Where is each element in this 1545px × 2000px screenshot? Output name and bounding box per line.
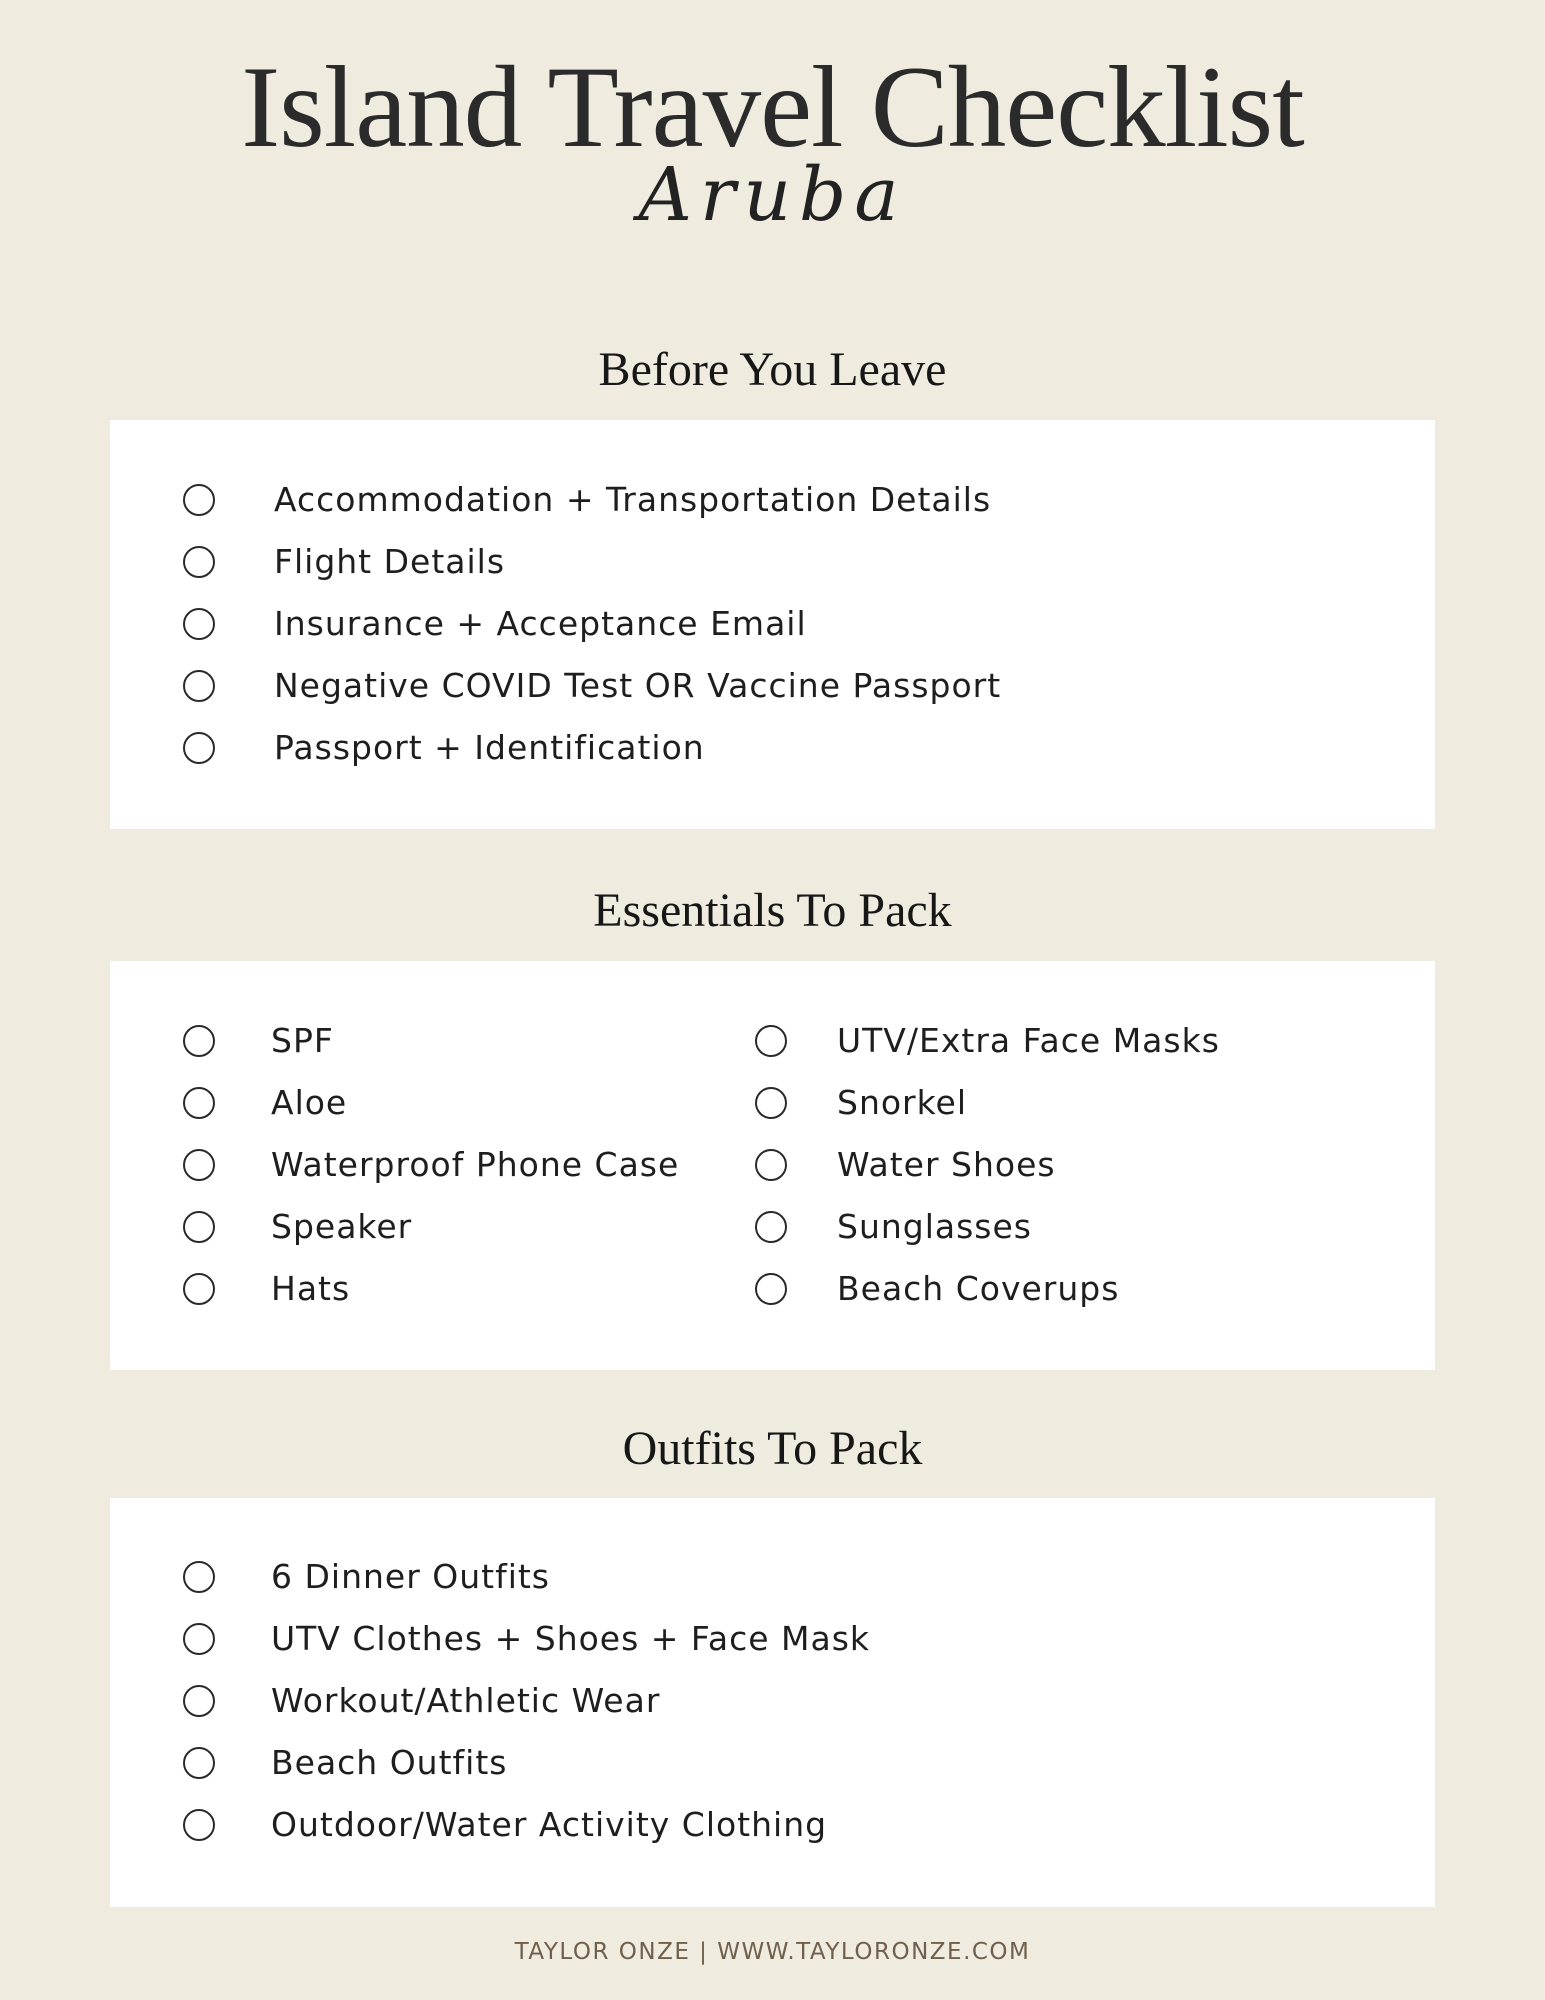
- checkbox-circle-icon[interactable]: [183, 732, 215, 764]
- checklist-item-water-shoes[interactable]: [755, 1134, 1056, 1196]
- checklist-item-utv-face-masks[interactable]: [755, 1010, 1220, 1072]
- checklist-item-flight-details[interactable]: [183, 531, 505, 593]
- checklist-item-spf[interactable]: [183, 1010, 334, 1072]
- checklist-item-label: Beach Coverups: [837, 1269, 1120, 1308]
- checkbox-circle-icon[interactable]: [755, 1025, 787, 1057]
- before-you-leave-heading: Before You Leave: [598, 343, 947, 396]
- checkbox-circle-icon[interactable]: [755, 1149, 787, 1181]
- checkbox-circle-icon[interactable]: [183, 1087, 215, 1119]
- essentials-to-pack-heading: Essentials To Pack: [593, 884, 952, 937]
- checkbox-circle-icon[interactable]: [183, 484, 215, 516]
- checkbox-circle-icon[interactable]: [183, 1623, 215, 1655]
- checklist-item-aloe[interactable]: [183, 1072, 347, 1134]
- footer-credit: TAYLOR ONZE | WWW.TAYLORONZE.COM: [514, 1939, 1031, 1965]
- checklist-item-speaker[interactable]: [183, 1196, 412, 1258]
- checklist-item-label: Aloe: [271, 1083, 348, 1122]
- checklist-item-beach-coverups[interactable]: [755, 1258, 1119, 1320]
- checkbox-circle-icon[interactable]: [755, 1087, 787, 1119]
- checkbox-circle-icon[interactable]: [183, 1747, 215, 1779]
- checklist-item-label: UTV Clothes + Shoes + Face Mask: [271, 1619, 871, 1658]
- checklist-item-covid-test[interactable]: [183, 655, 1001, 717]
- checklist-item-label: SPF: [271, 1021, 334, 1060]
- checklist-item-label: Snorkel: [837, 1083, 968, 1122]
- checkbox-circle-icon[interactable]: [183, 670, 215, 702]
- checkbox-circle-icon[interactable]: [183, 1273, 215, 1305]
- checkbox-circle-icon[interactable]: [183, 546, 215, 578]
- checklist-item-passport[interactable]: [183, 717, 705, 779]
- checklist-item-label: Waterproof Phone Case: [271, 1145, 680, 1184]
- checkbox-circle-icon[interactable]: [183, 1809, 215, 1841]
- checklist-item-label: Sunglasses: [837, 1207, 1032, 1246]
- checkbox-circle-icon[interactable]: [755, 1211, 787, 1243]
- checklist-item-sunglasses[interactable]: [755, 1196, 1032, 1258]
- checklist-item-beach-outfits[interactable]: [183, 1732, 507, 1794]
- checklist-item-label: UTV/Extra Face Masks: [837, 1021, 1220, 1060]
- checklist-item-snorkel[interactable]: [755, 1072, 967, 1134]
- checkbox-circle-icon[interactable]: [183, 1025, 215, 1057]
- checklist-item-workout-wear[interactable]: [183, 1670, 660, 1732]
- checkbox-circle-icon[interactable]: [183, 1561, 215, 1593]
- checklist-item-label: Negative COVID Test OR Vaccine Passport: [274, 666, 1002, 705]
- checklist-item-label: Hats: [271, 1269, 351, 1308]
- checklist-item-label: Accommodation + Transportation Details: [274, 480, 992, 519]
- checklist-item-label: Passport + Identification: [274, 728, 705, 767]
- checklist-item-label: Workout/Athletic Wear: [271, 1681, 661, 1720]
- outfits-to-pack-heading: Outfits To Pack: [622, 1422, 923, 1475]
- checklist-item-water-activity-clothing[interactable]: [183, 1794, 827, 1856]
- checklist-item-label: Flight Details: [274, 542, 506, 581]
- destination-script-title: Aruba: [638, 152, 907, 238]
- checklist-item-label: Beach Outfits: [271, 1743, 508, 1782]
- checklist-item-hats[interactable]: [183, 1258, 350, 1320]
- checkbox-circle-icon[interactable]: [183, 1685, 215, 1717]
- checklist-item-label: Outdoor/Water Activity Clothing: [271, 1805, 828, 1844]
- checklist-item-label: 6 Dinner Outfits: [271, 1557, 551, 1596]
- checkbox-circle-icon[interactable]: [183, 1149, 215, 1181]
- checklist-item-label: Speaker: [271, 1207, 413, 1246]
- checklist-item-insurance[interactable]: [183, 593, 807, 655]
- page-title: Island Travel Checklist: [241, 43, 1304, 172]
- checklist-item-utv-clothes[interactable]: [183, 1608, 870, 1670]
- checklist-item-label: Insurance + Acceptance Email: [274, 604, 807, 643]
- checkbox-circle-icon[interactable]: [183, 1211, 215, 1243]
- checkbox-circle-icon[interactable]: [183, 608, 215, 640]
- checklist-item-label: Water Shoes: [837, 1145, 1056, 1184]
- checklist-item-waterproof-phone-case[interactable]: [183, 1134, 679, 1196]
- checkbox-circle-icon[interactable]: [755, 1273, 787, 1305]
- checklist-item-accommodation[interactable]: [183, 469, 991, 531]
- checklist-item-dinner-outfits[interactable]: [183, 1546, 550, 1608]
